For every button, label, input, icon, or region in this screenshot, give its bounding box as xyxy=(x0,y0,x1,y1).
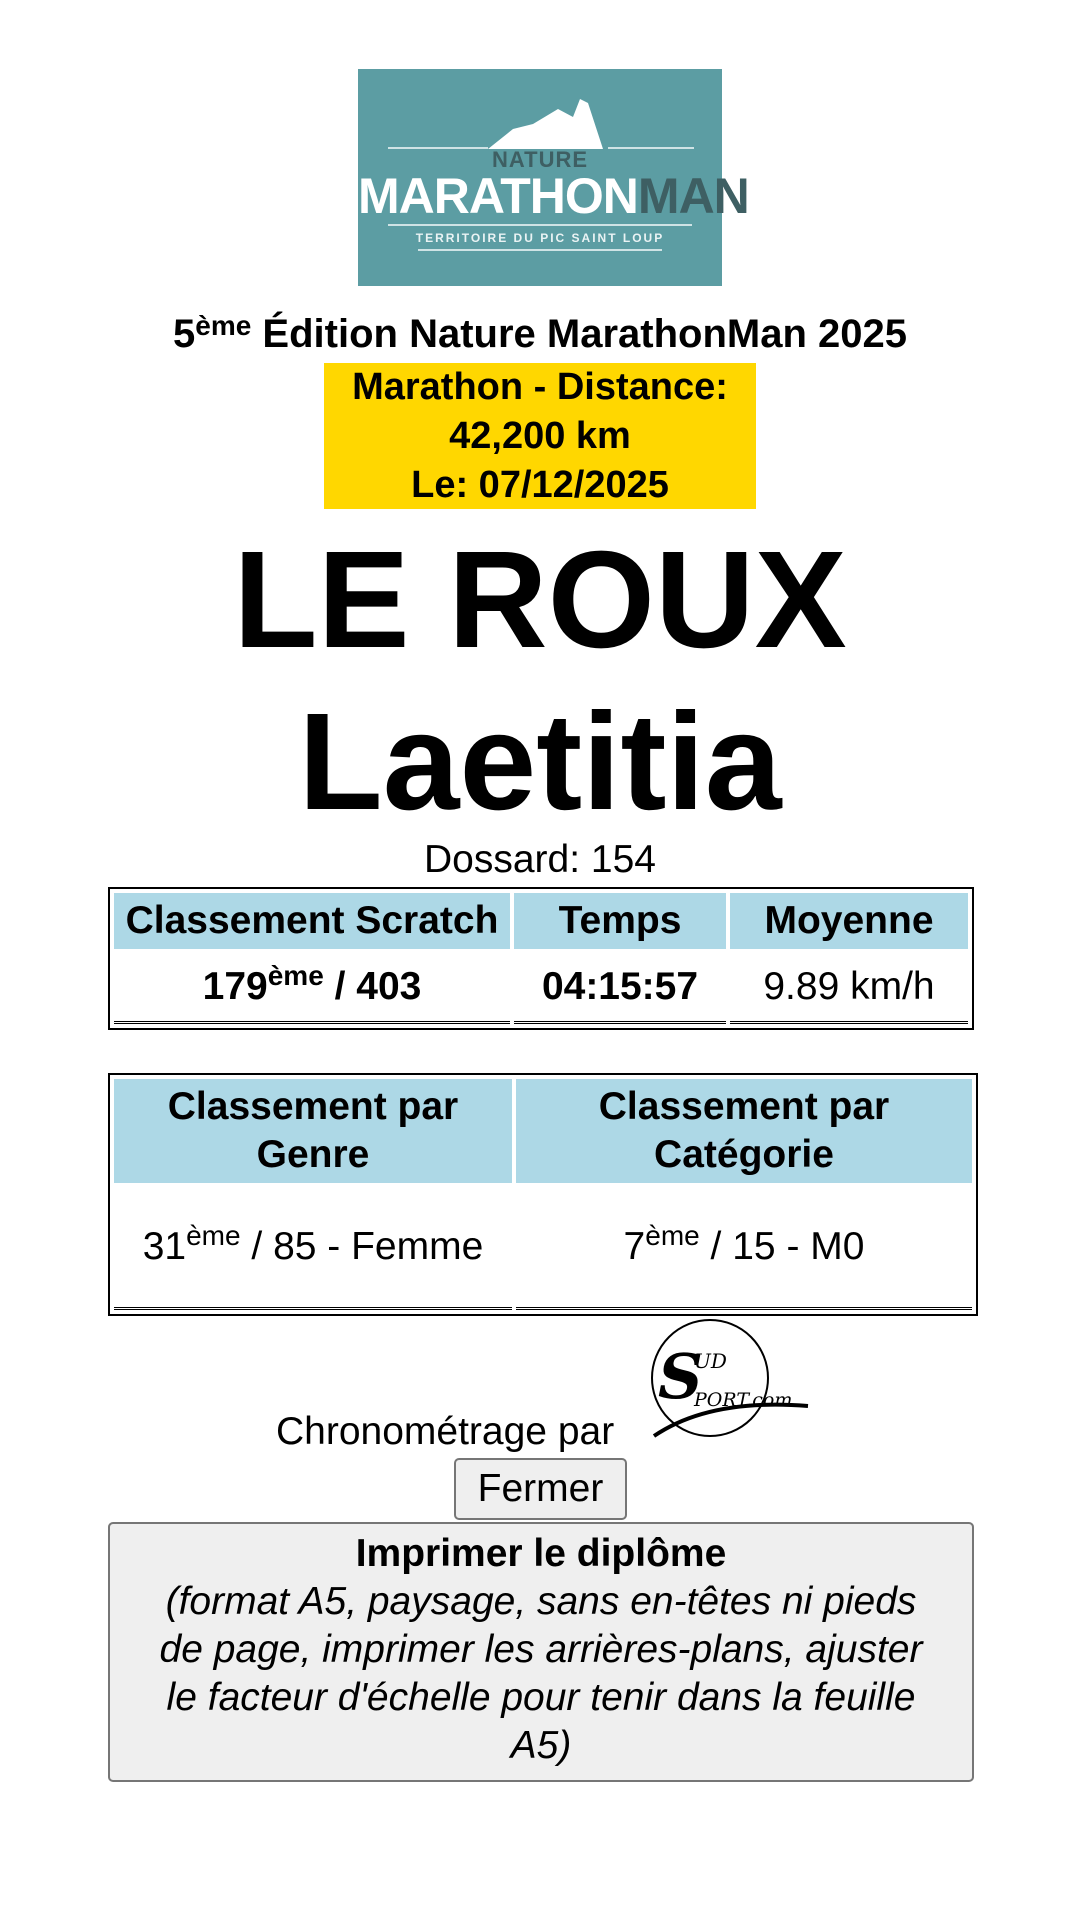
race-distance-label: Marathon - Distance: xyxy=(352,366,728,408)
timing-label: Chronométrage par xyxy=(276,1410,615,1453)
svg-text:UD: UD xyxy=(694,1349,727,1373)
runner-first-name: Laetitia xyxy=(298,685,782,839)
mountain-icon xyxy=(358,69,722,159)
ranking-table xyxy=(108,1073,978,1316)
close-button[interactable]: Fermer xyxy=(454,1458,627,1520)
results-table xyxy=(108,887,974,1030)
print-diploma-instructions: (format A5, paysage, sans en-têtes ni pieds de page, imprimer les arrières-plans, ajuster le facteur d'échelle pour tenir dans la feuille A5) xyxy=(159,1580,923,1767)
finish-time: 04:15:57 xyxy=(514,953,726,1024)
edition-heading: 5ème Édition Nature MarathonMan 2025 xyxy=(173,310,907,356)
header-category-rank: Classement par Catégorie xyxy=(516,1079,972,1183)
average-speed: 9.89 km/h xyxy=(730,953,968,1024)
logo-tagline: TERRITOIRE DU PIC SAINT LOUP xyxy=(415,231,665,245)
race-date: Le: 07/12/2025 xyxy=(411,464,669,506)
print-diploma-button[interactable] xyxy=(108,1522,974,1782)
table-header-row xyxy=(114,893,968,949)
svg-text:PORT.com: PORT.com xyxy=(694,1389,793,1411)
race-distance-value: 42,200 km xyxy=(449,415,631,457)
table-row xyxy=(114,1187,972,1310)
race-info xyxy=(324,363,756,509)
table-row xyxy=(114,953,968,1024)
header-scratch: Classement Scratch xyxy=(114,893,510,949)
event-logo xyxy=(358,69,749,286)
header-time: Temps xyxy=(514,893,726,949)
runner-last-name: LE ROUX xyxy=(233,523,847,677)
svg-text:S: S xyxy=(658,1340,703,1413)
table-header-row xyxy=(114,1079,972,1183)
scratch-rank: 179ème / 403 xyxy=(114,953,510,1024)
logo-brand-text: MARATHONMAN xyxy=(358,168,749,224)
bib-number: Dossard: 154 xyxy=(424,838,656,881)
header-average: Moyenne xyxy=(730,893,968,949)
category-rank: 7ème / 15 - M0 xyxy=(516,1187,972,1310)
gender-rank: 31ème / 85 - Femme xyxy=(114,1187,512,1310)
print-diploma-title: Imprimer le diplôme xyxy=(355,1532,727,1575)
logo-nature-text: NATURE xyxy=(491,147,589,172)
sudsport-logo[interactable] xyxy=(650,1318,810,1448)
header-gender-rank: Classement par Genre xyxy=(114,1079,512,1183)
